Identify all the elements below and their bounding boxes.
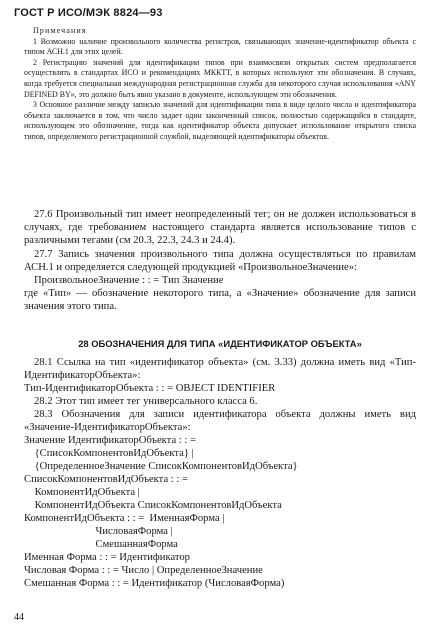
paragraph-27-6: 27.6 Произвольный тип имеет неопределенный тег; он не должен использоваться в случаях, где требованием настоящего стандарта является использование типов с различными тегами (см 20.3, 22.3, 24.3 и 24.4). xyxy=(24,209,416,247)
notes-title: Примечания xyxy=(33,26,87,35)
paragraph-27-7: 27.7 Запись значения произвольного типа должна осуществляться по правилам АСН.1 и определяется следующей продукцией «ПроизвольноеЗначение»: xyxy=(24,248,416,273)
code-line: Значение ИдентификаторОбъекта : : = xyxy=(24,435,196,446)
code-line: КомпонентИдОбъекта | xyxy=(24,487,140,498)
code-line: СмешаннаяФорма xyxy=(24,539,178,550)
note-2: 2 Регистрацию значений для идентификации типов при взаимосвязи открытых систем предполагается осуществлять в стандартах ИСО и рекомендациях МККТТ, в которых используют эти обозначения. В случаях, когда требуется специальная международная регистрационная служба для некоторого случая использования «ANY DEFINED BY», это должно быть явно указано в документе, использующем эти обозначения. xyxy=(24,57,416,99)
paragraph-28-1: 28.1 Ссылка на тип «идентификатор объекта» (см. 3.33) должна иметь вид «Тип-ИдентификаторОбъекта»: xyxy=(24,357,416,381)
code-line: Числовая Форма : : = Число | ОпределенноеЗначение xyxy=(24,565,263,576)
code-line: Именная Форма : : = Идентификатор xyxy=(24,552,190,563)
production-any-value: ПроизвольноеЗначение : : = Тип Значение xyxy=(34,275,224,287)
note-1: 1 Возможно наличие произвольного количества регистров, связывающих значение-идентификатор объекта с типом АСН.1 для этих целей. xyxy=(24,36,416,57)
paragraph-28-3: 28.3 Обозначения для записи идентификатора объекта должны иметь вид «Значение-ИдентификаторОбъекта»: xyxy=(24,409,416,433)
code-line: КомпонентИдОбъекта : : = ИменнаяФорма | xyxy=(24,513,225,524)
production-explanation: где «Тип» — обозначение некоторого типа, а «Значение» обозначение для записи значения этого типа. xyxy=(24,288,416,313)
code-line: ЧисловаяФорма | xyxy=(24,526,173,537)
notes-block xyxy=(24,26,416,143)
code-line: КомпонентИдОбъекта СписокКомпонентовИдОбъекта xyxy=(24,500,282,511)
page-header: ГОСТ Р ИСО/МЭК 8824—93 xyxy=(14,7,163,19)
body-28 xyxy=(24,356,416,590)
note-3: 3 Основное различие между записью значений для идентификации типа в виде целого числа и идентификатора объекта заключается в том, что число задает один законченный список, полностью содержащийся в стандарте, использующем это обозначение, тогда как идентификатор объекта допускает использование открытого списка типов, определяемого регистрационной службой, выделяющей идентификаторы объектов. xyxy=(24,100,416,141)
code-line: Смешанная Форма : : = Идентификатор (ЧисловаяФорма) xyxy=(24,578,285,589)
body-27 xyxy=(24,208,416,314)
section-title-28: 28 ОБОЗНАЧЕНИЯ ДЛЯ ТИПА «ИДЕНТИФИКАТОР ОБЪЕКТА» xyxy=(78,338,362,349)
paragraph-28-2: 28.2 Этот тип имеет тег универсального класса 6. xyxy=(34,396,258,407)
code-line: {СписокКомпонентовИдОбъекта} | xyxy=(24,448,194,459)
page-number: 44 xyxy=(14,612,24,623)
code-line: {ОпределенноеЗначение СписокКомпонентовИдОбъекта} xyxy=(24,461,298,472)
code-line: СписокКомпонентовИдОбъекта : : = xyxy=(24,474,188,485)
code-type-oid: Тип-ИдентификаторОбъекта : : = OBJECT IDENTIFIER xyxy=(24,383,276,394)
